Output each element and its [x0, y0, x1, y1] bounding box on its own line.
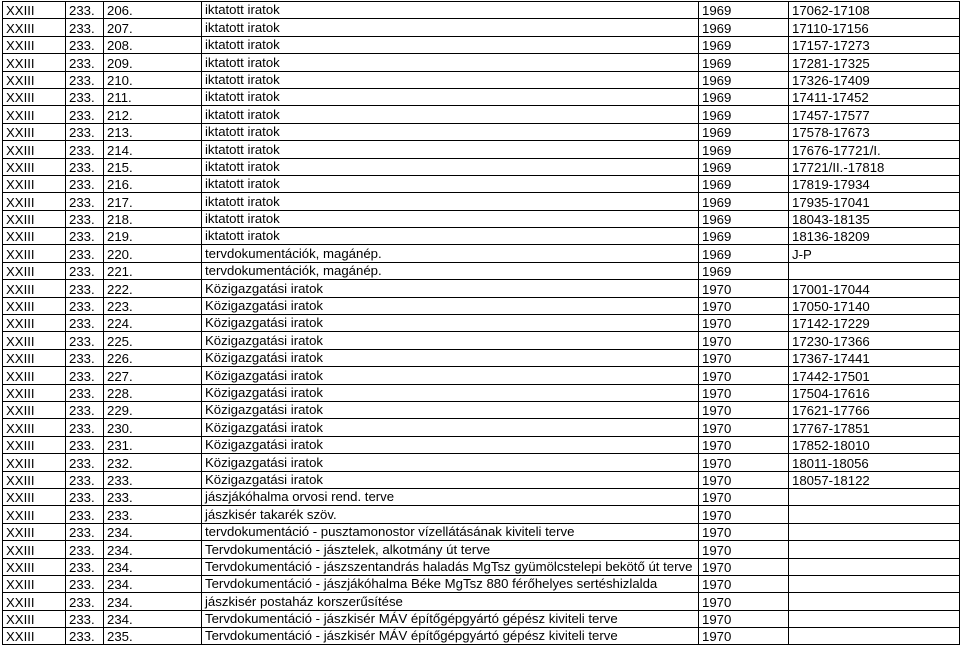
table-row — [3, 575, 960, 592]
year-cell: 1970 — [699, 506, 789, 523]
file-range-cell: 17411-17452 — [789, 88, 960, 105]
series-cell: 233. — [66, 193, 104, 210]
file-range-cell: 18136-18209 — [789, 228, 960, 245]
fond-cell: XXIII — [3, 36, 66, 53]
year-cell: 1969 — [699, 123, 789, 140]
description-cell: iktatott iratok — [202, 193, 699, 210]
box-number-cell: 235. — [104, 628, 202, 645]
year-cell: 1970 — [699, 419, 789, 436]
description-cell: jászkisér postaház korszerűsítése — [202, 593, 699, 610]
fond-cell: XXIII — [3, 193, 66, 210]
fond-cell: XXIII — [3, 297, 66, 314]
box-number-cell: 226. — [104, 349, 202, 366]
table-row — [3, 36, 960, 53]
fond-cell: XXIII — [3, 575, 66, 592]
file-range-cell — [789, 506, 960, 523]
year-cell: 1969 — [699, 141, 789, 158]
series-cell: 233. — [66, 19, 104, 36]
box-number-cell: 220. — [104, 245, 202, 262]
file-range-cell: 17367-17441 — [789, 349, 960, 366]
description-cell: Közigazgatási iratok — [202, 436, 699, 453]
table-row — [3, 488, 960, 505]
fond-cell: XXIII — [3, 401, 66, 418]
fond-cell: XXIII — [3, 175, 66, 192]
fond-cell: XXIII — [3, 123, 66, 140]
table-row — [3, 506, 960, 523]
file-range-cell — [789, 610, 960, 627]
series-cell: 233. — [66, 541, 104, 558]
box-number-cell: 227. — [104, 367, 202, 384]
series-cell: 233. — [66, 315, 104, 332]
file-range-cell: 17281-17325 — [789, 54, 960, 71]
series-cell: 233. — [66, 523, 104, 540]
file-range-cell: 17819-17934 — [789, 175, 960, 192]
box-number-cell: 217. — [104, 193, 202, 210]
series-cell: 233. — [66, 210, 104, 227]
file-range-cell: 18043-18135 — [789, 210, 960, 227]
year-cell: 1970 — [699, 297, 789, 314]
table-row — [3, 628, 960, 645]
series-cell: 233. — [66, 280, 104, 297]
table-row — [3, 454, 960, 471]
description-cell: Közigazgatási iratok — [202, 471, 699, 488]
fond-cell: XXIII — [3, 141, 66, 158]
series-cell: 233. — [66, 367, 104, 384]
year-cell: 1969 — [699, 19, 789, 36]
file-range-cell — [789, 488, 960, 505]
description-cell: Közigazgatási iratok — [202, 280, 699, 297]
description-cell: iktatott iratok — [202, 54, 699, 71]
fond-cell: XXIII — [3, 419, 66, 436]
box-number-cell: 233. — [104, 471, 202, 488]
description-cell: iktatott iratok — [202, 71, 699, 88]
year-cell: 1970 — [699, 610, 789, 627]
table-row — [3, 593, 960, 610]
table-row — [3, 610, 960, 627]
box-number-cell: 222. — [104, 280, 202, 297]
year-cell: 1970 — [699, 593, 789, 610]
box-number-cell: 206. — [104, 2, 202, 19]
fond-cell: XXIII — [3, 541, 66, 558]
description-cell: Közigazgatási iratok — [202, 384, 699, 401]
year-cell: 1970 — [699, 628, 789, 645]
year-cell: 1970 — [699, 332, 789, 349]
year-cell: 1969 — [699, 228, 789, 245]
box-number-cell: 234. — [104, 610, 202, 627]
series-cell: 233. — [66, 71, 104, 88]
box-number-cell: 225. — [104, 332, 202, 349]
file-range-cell: 17721/II.-17818 — [789, 158, 960, 175]
archive-inventory-table — [2, 1, 960, 645]
year-cell: 1969 — [699, 71, 789, 88]
table-row — [3, 401, 960, 418]
year-cell: 1970 — [699, 471, 789, 488]
series-cell: 233. — [66, 384, 104, 401]
description-cell: Tervdokumentáció - jásztelek, alkotmány út terve — [202, 541, 699, 558]
description-cell: Közigazgatási iratok — [202, 367, 699, 384]
box-number-cell: 208. — [104, 36, 202, 53]
box-number-cell: 214. — [104, 141, 202, 158]
box-number-cell: 234. — [104, 541, 202, 558]
series-cell: 233. — [66, 36, 104, 53]
file-range-cell: 17621-17766 — [789, 401, 960, 418]
year-cell: 1970 — [699, 384, 789, 401]
box-number-cell: 212. — [104, 106, 202, 123]
series-cell: 233. — [66, 88, 104, 105]
description-cell: jászjákóhalma orvosi rend. terve — [202, 488, 699, 505]
description-cell: tervdokumentáció - pusztamonostor vízellátásának kiviteli terve — [202, 523, 699, 540]
description-cell: Közigazgatási iratok — [202, 454, 699, 471]
fond-cell: XXIII — [3, 523, 66, 540]
table-row — [3, 419, 960, 436]
box-number-cell: 224. — [104, 315, 202, 332]
description-cell: Közigazgatási iratok — [202, 401, 699, 418]
box-number-cell: 234. — [104, 523, 202, 540]
file-range-cell — [789, 262, 960, 279]
file-range-cell — [789, 523, 960, 540]
fond-cell: XXIII — [3, 280, 66, 297]
file-range-cell: 17110-17156 — [789, 19, 960, 36]
box-number-cell: 216. — [104, 175, 202, 192]
description-cell: iktatott iratok — [202, 141, 699, 158]
series-cell: 233. — [66, 401, 104, 418]
table-row — [3, 193, 960, 210]
table-row — [3, 19, 960, 36]
file-range-cell: 17457-17577 — [789, 106, 960, 123]
box-number-cell: 218. — [104, 210, 202, 227]
series-cell: 233. — [66, 2, 104, 19]
table-row — [3, 471, 960, 488]
file-range-cell: 17001-17044 — [789, 280, 960, 297]
year-cell: 1969 — [699, 193, 789, 210]
fond-cell: XXIII — [3, 88, 66, 105]
fond-cell: XXIII — [3, 54, 66, 71]
file-range-cell — [789, 628, 960, 645]
year-cell: 1970 — [699, 575, 789, 592]
file-range-cell — [789, 541, 960, 558]
box-number-cell: 234. — [104, 593, 202, 610]
description-cell: iktatott iratok — [202, 2, 699, 19]
series-cell: 233. — [66, 419, 104, 436]
fond-cell: XXIII — [3, 106, 66, 123]
series-cell: 233. — [66, 436, 104, 453]
year-cell: 1969 — [699, 2, 789, 19]
series-cell: 233. — [66, 628, 104, 645]
year-cell: 1970 — [699, 523, 789, 540]
fond-cell: XXIII — [3, 367, 66, 384]
file-range-cell: 17578-17673 — [789, 123, 960, 140]
description-cell: iktatott iratok — [202, 36, 699, 53]
box-number-cell: 233. — [104, 506, 202, 523]
box-number-cell: 232. — [104, 454, 202, 471]
table-row — [3, 523, 960, 540]
file-range-cell: 17142-17229 — [789, 315, 960, 332]
table-row — [3, 384, 960, 401]
fond-cell: XXIII — [3, 610, 66, 627]
file-range-cell: 17676-17721/I. — [789, 141, 960, 158]
year-cell: 1970 — [699, 488, 789, 505]
year-cell: 1969 — [699, 210, 789, 227]
year-cell: 1969 — [699, 54, 789, 71]
table-row — [3, 106, 960, 123]
series-cell: 233. — [66, 506, 104, 523]
box-number-cell: 234. — [104, 558, 202, 575]
series-cell: 233. — [66, 349, 104, 366]
fond-cell: XXIII — [3, 158, 66, 175]
box-number-cell: 234. — [104, 575, 202, 592]
table-row — [3, 175, 960, 192]
year-cell: 1970 — [699, 436, 789, 453]
file-range-cell — [789, 558, 960, 575]
table-row — [3, 280, 960, 297]
box-number-cell: 229. — [104, 401, 202, 418]
fond-cell: XXIII — [3, 19, 66, 36]
box-number-cell: 209. — [104, 54, 202, 71]
series-cell: 233. — [66, 262, 104, 279]
fond-cell: XXIII — [3, 488, 66, 505]
box-number-cell: 215. — [104, 158, 202, 175]
table-row — [3, 88, 960, 105]
fond-cell: XXIII — [3, 332, 66, 349]
series-cell: 233. — [66, 106, 104, 123]
description-cell: iktatott iratok — [202, 175, 699, 192]
description-cell: Tervdokumentáció - jászjákóhalma Béke MgTsz 880 férőhelyes sertéshizlalda — [202, 575, 699, 592]
box-number-cell: 223. — [104, 297, 202, 314]
fond-cell: XXIII — [3, 593, 66, 610]
table-row — [3, 436, 960, 453]
series-cell: 233. — [66, 593, 104, 610]
file-range-cell: 17852-18010 — [789, 436, 960, 453]
table-row — [3, 141, 960, 158]
fond-cell: XXIII — [3, 349, 66, 366]
table-row — [3, 367, 960, 384]
series-cell: 233. — [66, 558, 104, 575]
year-cell: 1969 — [699, 88, 789, 105]
description-cell: jászkisér takarék szöv. — [202, 506, 699, 523]
year-cell: 1970 — [699, 315, 789, 332]
file-range-cell: 17504-17616 — [789, 384, 960, 401]
table-row — [3, 228, 960, 245]
year-cell: 1969 — [699, 262, 789, 279]
box-number-cell: 228. — [104, 384, 202, 401]
file-range-cell: 17935-17041 — [789, 193, 960, 210]
box-number-cell: 230. — [104, 419, 202, 436]
year-cell: 1970 — [699, 454, 789, 471]
fond-cell: XXIII — [3, 315, 66, 332]
year-cell: 1969 — [699, 245, 789, 262]
description-cell: tervdokumentációk, magánép. — [202, 245, 699, 262]
description-cell: iktatott iratok — [202, 228, 699, 245]
series-cell: 233. — [66, 488, 104, 505]
description-cell: Közigazgatási iratok — [202, 315, 699, 332]
year-cell: 1970 — [699, 280, 789, 297]
series-cell: 233. — [66, 332, 104, 349]
file-range-cell: 17767-17851 — [789, 419, 960, 436]
file-range-cell: 17442-17501 — [789, 367, 960, 384]
fond-cell: XXIII — [3, 71, 66, 88]
year-cell: 1969 — [699, 106, 789, 123]
description-cell: Tervdokumentáció - jászkisér MÁV építőgépgyártó gépész kiviteli terve — [202, 628, 699, 645]
series-cell: 233. — [66, 575, 104, 592]
description-cell: iktatott iratok — [202, 158, 699, 175]
file-range-cell: 17050-17140 — [789, 297, 960, 314]
box-number-cell: 210. — [104, 71, 202, 88]
description-cell: Közigazgatási iratok — [202, 349, 699, 366]
file-range-cell: 18057-18122 — [789, 471, 960, 488]
table-row — [3, 541, 960, 558]
table-row — [3, 158, 960, 175]
year-cell: 1970 — [699, 558, 789, 575]
table-row — [3, 558, 960, 575]
description-cell: iktatott iratok — [202, 88, 699, 105]
fond-cell: XXIII — [3, 506, 66, 523]
series-cell: 233. — [66, 471, 104, 488]
fond-cell: XXIII — [3, 558, 66, 575]
fond-cell: XXIII — [3, 210, 66, 227]
description-cell: Közigazgatási iratok — [202, 297, 699, 314]
table-row — [3, 71, 960, 88]
table-row — [3, 2, 960, 19]
file-range-cell — [789, 575, 960, 592]
series-cell: 233. — [66, 158, 104, 175]
fond-cell: XXIII — [3, 262, 66, 279]
fond-cell: XXIII — [3, 245, 66, 262]
description-cell: iktatott iratok — [202, 210, 699, 227]
table-row — [3, 210, 960, 227]
year-cell: 1970 — [699, 349, 789, 366]
file-range-cell: 17157-17273 — [789, 36, 960, 53]
description-cell: Közigazgatási iratok — [202, 332, 699, 349]
box-number-cell: 231. — [104, 436, 202, 453]
description-cell: Közigazgatási iratok — [202, 419, 699, 436]
series-cell: 233. — [66, 454, 104, 471]
year-cell: 1969 — [699, 36, 789, 53]
box-number-cell: 219. — [104, 228, 202, 245]
description-cell: iktatott iratok — [202, 106, 699, 123]
table-row — [3, 315, 960, 332]
description-cell: iktatott iratok — [202, 19, 699, 36]
file-range-cell: 17326-17409 — [789, 71, 960, 88]
fond-cell: XXIII — [3, 628, 66, 645]
series-cell: 233. — [66, 123, 104, 140]
year-cell: 1969 — [699, 175, 789, 192]
series-cell: 233. — [66, 141, 104, 158]
series-cell: 233. — [66, 297, 104, 314]
file-range-cell — [789, 593, 960, 610]
table-row — [3, 332, 960, 349]
year-cell: 1970 — [699, 541, 789, 558]
fond-cell: XXIII — [3, 2, 66, 19]
table-row — [3, 297, 960, 314]
box-number-cell: 233. — [104, 488, 202, 505]
file-range-cell: 17062-17108 — [789, 2, 960, 19]
file-range-cell: 18011-18056 — [789, 454, 960, 471]
box-number-cell: 211. — [104, 88, 202, 105]
table-row — [3, 245, 960, 262]
table-row — [3, 349, 960, 366]
series-cell: 233. — [66, 175, 104, 192]
description-cell: iktatott iratok — [202, 123, 699, 140]
fond-cell: XXIII — [3, 436, 66, 453]
file-range-cell: J-P — [789, 245, 960, 262]
box-number-cell: 213. — [104, 123, 202, 140]
file-range-cell: 17230-17366 — [789, 332, 960, 349]
fond-cell: XXIII — [3, 384, 66, 401]
year-cell: 1970 — [699, 401, 789, 418]
fond-cell: XXIII — [3, 471, 66, 488]
series-cell: 233. — [66, 54, 104, 71]
description-cell: Tervdokumentáció - jászkisér MÁV építőgépgyártó gépész kiviteli terve — [202, 610, 699, 627]
series-cell: 233. — [66, 228, 104, 245]
table-row — [3, 262, 960, 279]
table-row — [3, 54, 960, 71]
fond-cell: XXIII — [3, 228, 66, 245]
table-row — [3, 123, 960, 140]
series-cell: 233. — [66, 610, 104, 627]
box-number-cell: 221. — [104, 262, 202, 279]
table-body — [3, 2, 960, 645]
year-cell: 1970 — [699, 367, 789, 384]
series-cell: 233. — [66, 245, 104, 262]
fond-cell: XXIII — [3, 454, 66, 471]
year-cell: 1969 — [699, 158, 789, 175]
description-cell: tervdokumentációk, magánép. — [202, 262, 699, 279]
description-cell: Tervdokumentáció - jászszentandrás haladás MgTsz gyümölcstelepi bekötő út terve — [202, 558, 699, 575]
box-number-cell: 207. — [104, 19, 202, 36]
